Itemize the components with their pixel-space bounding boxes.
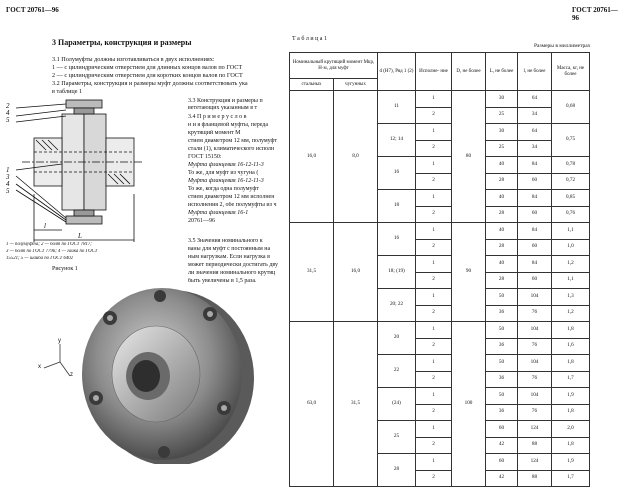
cell-isp: 1 <box>416 223 452 240</box>
cell-isp: 2 <box>416 107 452 124</box>
cell-mass: 1,6 <box>552 338 590 355</box>
cell-L: 28 <box>486 272 518 289</box>
cell-isp: 1 <box>416 289 452 306</box>
axis-z-label: z <box>70 372 73 378</box>
parameters-table <box>289 52 590 487</box>
col-text-line: Муфта фланцевая 16-12-11-3 <box>188 162 264 168</box>
col-text-line: ГОСТ 15150: <box>188 154 222 160</box>
cell-l: 104 <box>518 289 552 306</box>
table-units: Размеры в миллиметрах <box>534 43 591 49</box>
header-mass: Масса, кг, не более <box>552 53 590 91</box>
cell-L: 50 <box>486 322 518 339</box>
cell-isp: 1 <box>416 91 452 108</box>
cell-mass: 0,78 <box>552 157 590 174</box>
cell-d: 12; 14 <box>378 124 416 157</box>
cell-mass: 1,8 <box>552 322 590 339</box>
callout-2: 2 <box>6 102 10 110</box>
col-text-line: 3.5 Значения номинального к <box>188 238 263 244</box>
cell-isp: 2 <box>416 338 452 355</box>
cell-mass: 0,72 <box>552 173 590 190</box>
cell-d: 18; (19) <box>378 256 416 289</box>
col-text-line: н и я фланцевой муфты, переда <box>188 122 269 128</box>
figure-label: Рисунок 1 <box>52 266 78 272</box>
cell-L: 42 <box>486 437 518 454</box>
col-text-line: Муфта фланцевая 16-12-11-3 <box>188 178 264 184</box>
cell-L: 40 <box>486 190 518 207</box>
col-text-line: 3.4 П р и м е р у с л о в <box>188 114 247 120</box>
cell-mass: 1,7 <box>552 470 590 487</box>
cell-l: 76 <box>518 371 552 388</box>
callout-1: 1 <box>6 166 10 174</box>
cell-L: 60 <box>486 421 518 438</box>
cell-cast-torque: 8,0 <box>334 91 378 223</box>
cell-l: 76 <box>518 404 552 421</box>
cell-isp: 2 <box>416 371 452 388</box>
cell-mass: 1,7 <box>552 371 590 388</box>
cell-L: 50 <box>486 289 518 306</box>
cell-l: 60 <box>518 173 552 190</box>
cell-steel-torque: 63,0 <box>290 322 334 487</box>
header-L: L, не более <box>486 53 518 91</box>
cell-L: 40 <box>486 157 518 174</box>
cell-L: 40 <box>486 223 518 240</box>
cell-l: 88 <box>518 470 552 487</box>
cell-mass: 1,0 <box>552 239 590 256</box>
cell-L: 28 <box>486 173 518 190</box>
cell-L: 40 <box>486 256 518 273</box>
cell-isp: 1 <box>416 454 452 471</box>
cell-d: 28 <box>378 454 416 487</box>
cell-mass: 0,75 <box>552 124 590 157</box>
cell-D: 90 <box>452 223 486 322</box>
header-D: D, не более <box>452 53 486 91</box>
cell-L: 28 <box>486 239 518 256</box>
cell-isp: 1 <box>416 157 452 174</box>
cell-d: 22 <box>378 355 416 388</box>
cell-l: 60 <box>518 206 552 223</box>
coupling-drawing <box>2 94 142 244</box>
cell-isp: 2 <box>416 173 452 190</box>
cell-l: 104 <box>518 322 552 339</box>
cell-L: 36 <box>486 404 518 421</box>
header-isp: Исполне- ние <box>416 53 452 91</box>
callout-4: 4 <box>6 109 10 117</box>
cell-L: 50 <box>486 388 518 405</box>
cell-l: 104 <box>518 355 552 372</box>
caption-line: 3 — болт по ГОСТ 7796; 4 — гайка по ГОСТ <box>6 249 98 254</box>
table-row <box>290 322 590 339</box>
col-text-line: ваны для муфт с постоянным на <box>188 246 271 252</box>
cell-mass: 0,85 <box>552 190 590 207</box>
cell-mass: 1,8 <box>552 437 590 454</box>
cell-l: 76 <box>518 338 552 355</box>
cell-D: 100 <box>452 322 486 487</box>
cell-l: 84 <box>518 157 552 174</box>
cell-L: 36 <box>486 338 518 355</box>
caption-line: 15521; 5 — шайба по ГОСТ 6402 <box>6 256 74 261</box>
col-text-line: 20761—96 <box>188 218 215 224</box>
col-text-line: стием диаметром 12 мм, полумуфт <box>188 138 278 144</box>
cell-L: 25 <box>486 140 518 157</box>
cell-isp: 1 <box>416 124 452 141</box>
cell-l: 124 <box>518 421 552 438</box>
dim-L-label: L <box>78 232 82 240</box>
header-l: l, не более <box>518 53 552 91</box>
cell-isp: 2 <box>416 404 452 421</box>
cell-mass: 1,2 <box>552 305 590 322</box>
callout-5: 5 <box>6 116 10 124</box>
cell-isp: 2 <box>416 140 452 157</box>
table-row <box>290 223 590 240</box>
cell-L: 30 <box>486 91 518 108</box>
table-row <box>290 91 590 108</box>
cell-isp: 2 <box>416 272 452 289</box>
cell-L: 50 <box>486 355 518 372</box>
cell-isp: 1 <box>416 421 452 438</box>
cell-isp: 2 <box>416 206 452 223</box>
cell-d: 18 <box>378 190 416 223</box>
cell-mass: 1,1 <box>552 223 590 240</box>
cell-d: 16 <box>378 157 416 190</box>
intro-line: 3.2 Параметры, конструкция и размеры муфт должны соответствовать ука <box>52 80 248 87</box>
cell-L: 42 <box>486 470 518 487</box>
cell-d: (24) <box>378 388 416 421</box>
cell-l: 34 <box>518 107 552 124</box>
cell-cast-torque: 16,0 <box>334 223 378 322</box>
col-text-line: Муфта фланцевая 16-1 <box>188 210 249 216</box>
callout-4b: 4 <box>6 180 10 188</box>
cell-isp: 1 <box>416 256 452 273</box>
cell-l: 104 <box>518 388 552 405</box>
col-text-line: То же, когда одна полумуфт <box>188 186 259 192</box>
cell-isp: 1 <box>416 388 452 405</box>
cell-mass: 2,0 <box>552 421 590 438</box>
cell-L: 28 <box>486 206 518 223</box>
cell-l: 60 <box>518 272 552 289</box>
cell-isp: 1 <box>416 190 452 207</box>
col-text-line: 3.3 Конструкция и размеры п <box>188 98 263 104</box>
cell-d: 16 <box>378 223 416 256</box>
cell-isp: 2 <box>416 305 452 322</box>
cell-mass: 0,68 <box>552 91 590 124</box>
cell-isp: 2 <box>416 239 452 256</box>
header-cast: чугунных <box>334 79 378 91</box>
intro-line: в таблице 1 <box>52 88 83 95</box>
cell-steel-torque: 31,5 <box>290 223 334 322</box>
cell-L: 25 <box>486 107 518 124</box>
cell-mass: 1,8 <box>552 404 590 421</box>
cell-isp: 2 <box>416 437 452 454</box>
cell-l: 64 <box>518 91 552 108</box>
col-text-line: стали (1), климатического исполн <box>188 146 275 152</box>
axis-x-label: x <box>38 364 41 370</box>
intro-line: 1 — с цилиндрическим отверстием для длинных концов валов по ГОСТ <box>52 64 243 71</box>
coupling-3d-render <box>60 278 260 464</box>
cell-L: 30 <box>486 124 518 141</box>
cell-l: 88 <box>518 437 552 454</box>
cell-d: 11 <box>378 91 416 124</box>
cell-isp: 1 <box>416 322 452 339</box>
intro-line: 3.1 Полумуфты должны изготавливаться в двух исполнениях: <box>52 56 215 63</box>
section-title: 3 Параметры, конструкция и размеры <box>52 38 192 47</box>
callout-3: 3 <box>6 173 10 181</box>
cell-mass: 1,1 <box>552 272 590 289</box>
cell-mass: 1,9 <box>552 454 590 471</box>
cell-mass: 1,3 <box>552 289 590 306</box>
cell-l: 34 <box>518 140 552 157</box>
col-text-line: крутящий момент M <box>188 130 241 136</box>
col-text-line: быть увеличены в 1,5 раза. <box>188 278 257 284</box>
header-steel: стальных <box>290 79 334 91</box>
callout-5b: 5 <box>6 187 10 195</box>
col-text-line: стием диаметром 12 мм исполнен <box>188 194 275 200</box>
cell-cast-torque: 31,5 <box>334 322 378 487</box>
cell-isp: 2 <box>416 470 452 487</box>
cell-d: 20 <box>378 322 416 355</box>
col-text-line: исполнения 2, обе полумуфты из ч <box>188 202 277 208</box>
cell-L: 36 <box>486 305 518 322</box>
axis-triad <box>40 340 80 380</box>
cell-l: 84 <box>518 190 552 207</box>
cell-L: 60 <box>486 454 518 471</box>
axis-y-label: y <box>58 338 61 344</box>
cell-mass: 0,76 <box>552 206 590 223</box>
cell-l: 64 <box>518 124 552 141</box>
left-page-header: ГОСТ 20761—96 <box>6 6 59 14</box>
cell-d: 20; 22 <box>378 289 416 322</box>
header-torque: Номинальный крутящий момент Mкр, Н·м, для муфт <box>290 53 378 79</box>
cell-isp: 1 <box>416 355 452 372</box>
cell-mass: 1,2 <box>552 256 590 273</box>
cell-l: 60 <box>518 239 552 256</box>
cell-mass: 1,8 <box>552 355 590 372</box>
dim-l-label: l <box>44 222 46 230</box>
cell-mass: 1,9 <box>552 388 590 405</box>
cell-l: 84 <box>518 223 552 240</box>
caption-line: 1 — полумуфта; 2 — болт по ГОСТ 7817; <box>6 242 92 247</box>
col-text-line: вететающих указанным в т <box>188 105 258 111</box>
cell-D: 80 <box>452 91 486 223</box>
cell-l: 76 <box>518 305 552 322</box>
col-text-line: ным нагрузкам. Если нагрузка в <box>188 254 270 260</box>
col-text-line: может периодически достигать дву <box>188 262 278 268</box>
cell-l: 124 <box>518 454 552 471</box>
right-page-header: ГОСТ 20761—96 <box>572 6 618 22</box>
col-text-line: ли значения номинального крутяц <box>188 270 276 276</box>
cell-d: 25 <box>378 421 416 454</box>
cell-l: 84 <box>518 256 552 273</box>
col-text-line: То же, для муфт из чугуна ( <box>188 170 259 176</box>
cell-L: 36 <box>486 371 518 388</box>
header-d: d (Н7), Ряд 1 (2) <box>378 53 416 91</box>
intro-line: 2 — с цилиндрическим отверстием для коротких концов валов по ГОСТ <box>52 72 243 79</box>
cell-steel-torque: 16,0 <box>290 91 334 223</box>
table-label: Т а б л и ц а 1 <box>292 36 327 42</box>
